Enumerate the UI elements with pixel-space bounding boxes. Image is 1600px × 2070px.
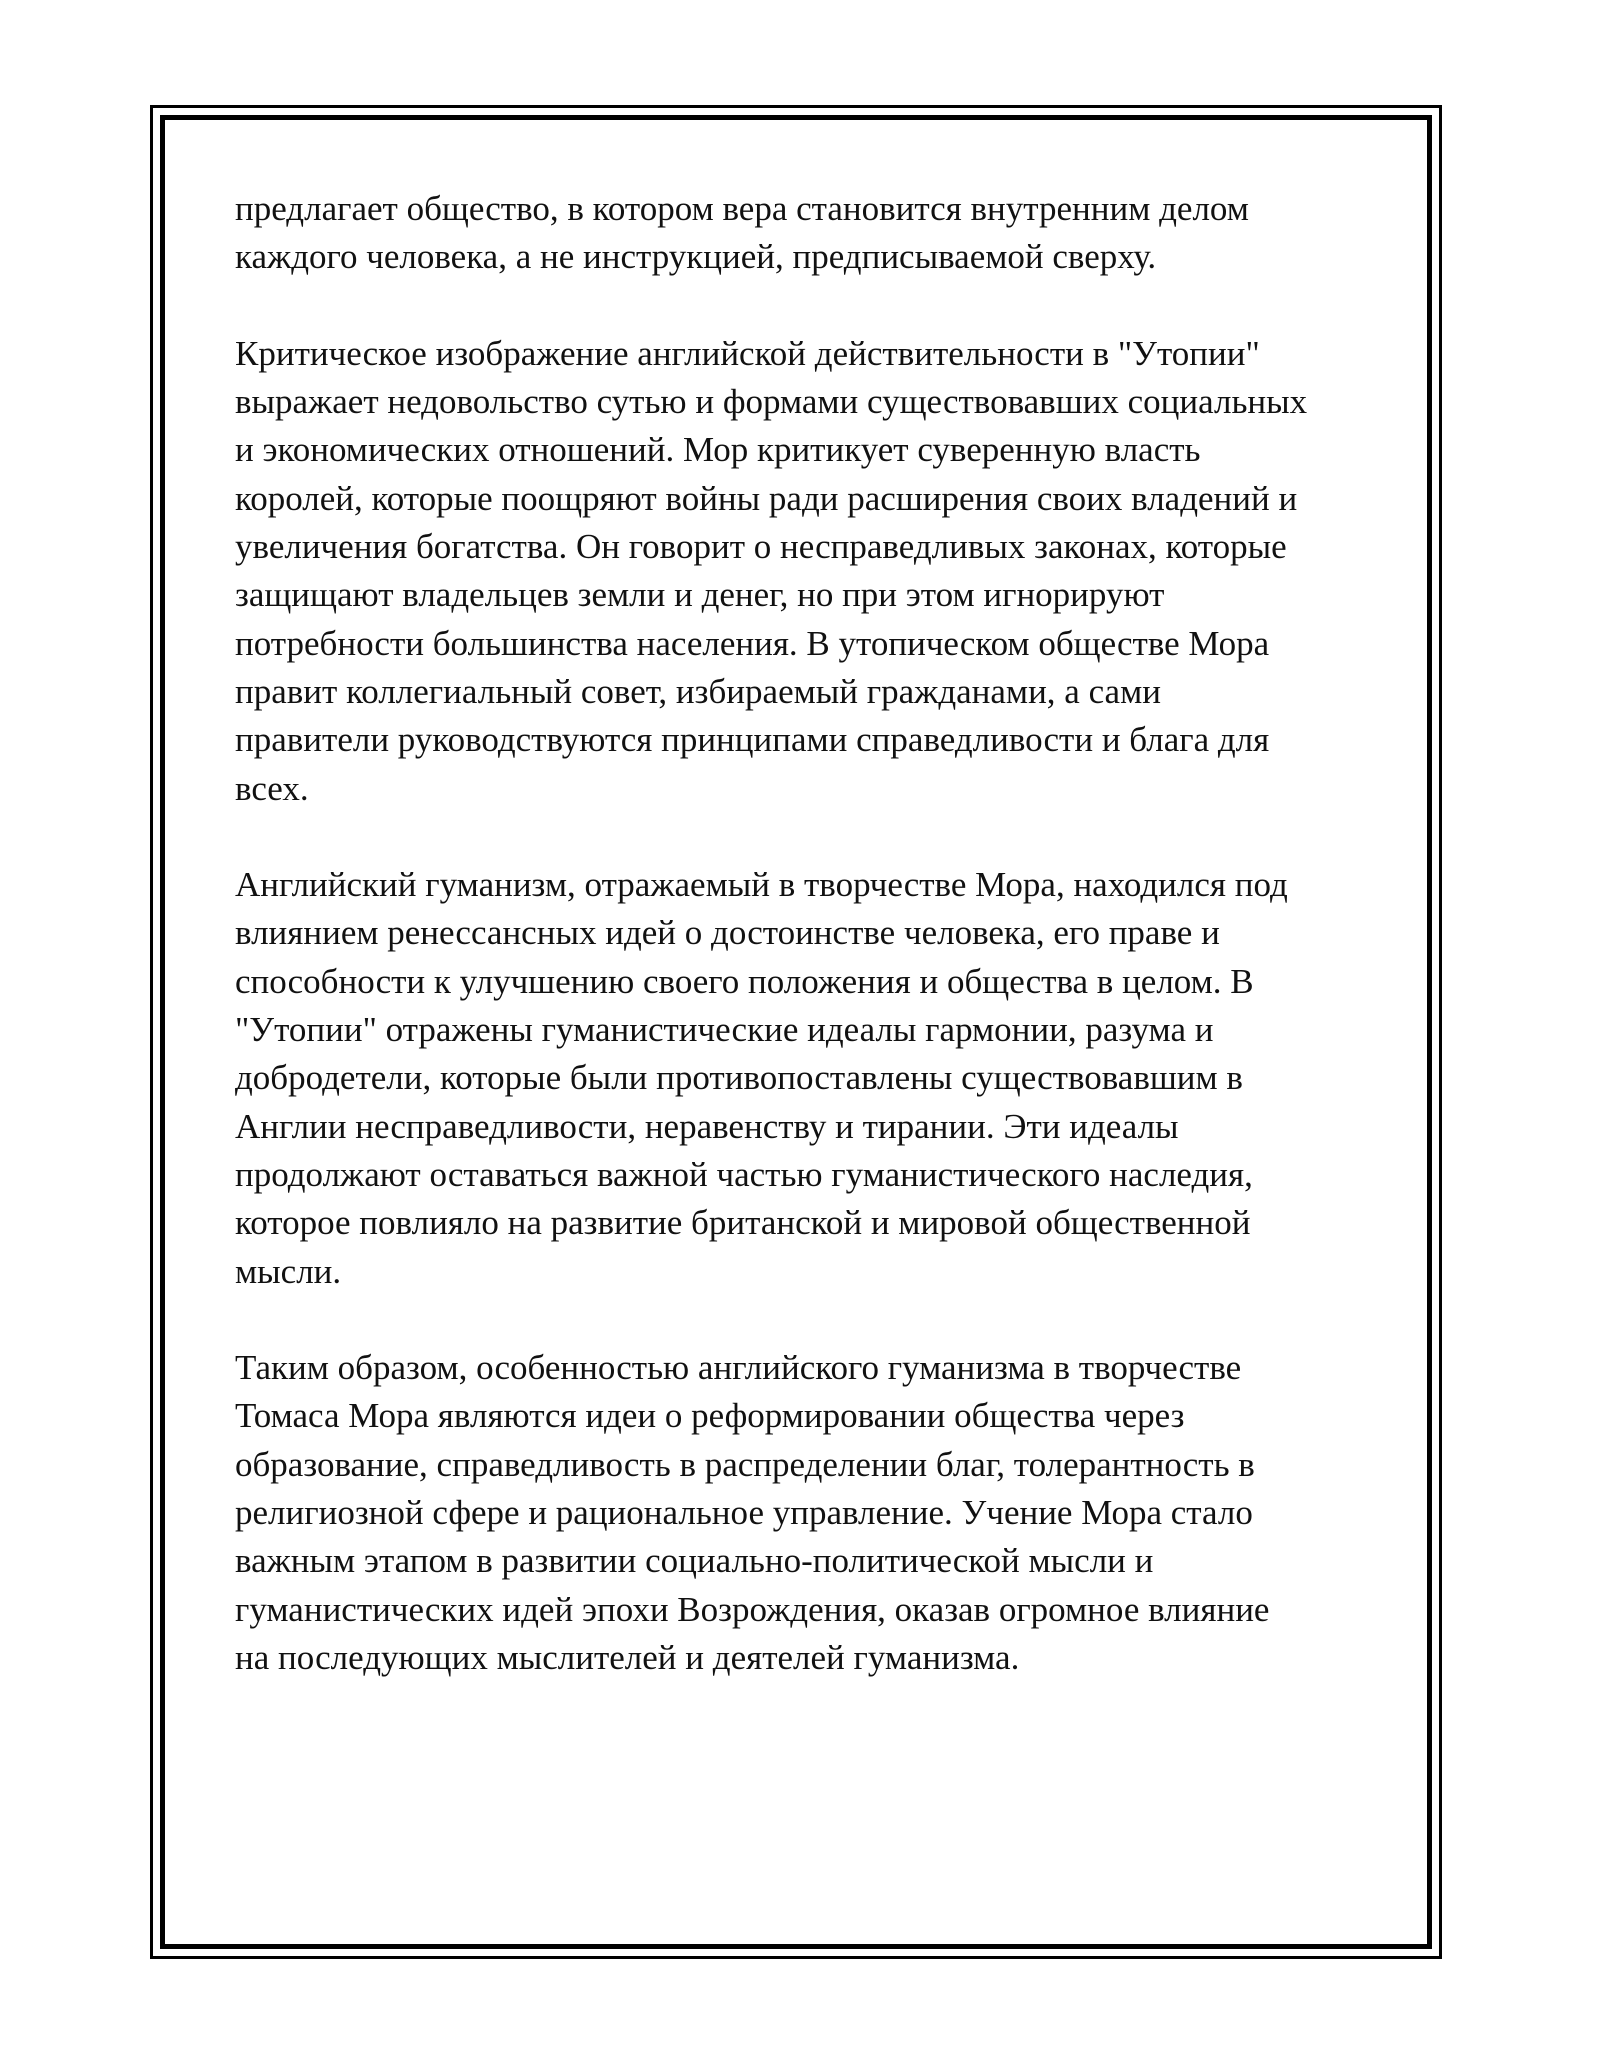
paragraph: Таким образом, особенностью английского гуманизма в творчестве Томаса Мора являются идеи о реформировании общества через образование, справедливость в распределении благ, толерантность в религиозной сфере и рациональное управление. Учение Мора стало важным этапом в развитии социально-политической мысли и гуманистических идей эпохи Возрождения, оказав огромное влияние на последующих мыслителей и деятелей гуманизма.: [235, 1348, 1270, 1677]
paragraph: Критическое изображение английской действительности в "Утопии" выражает недовольство сутью и формами существовавших социальных и экономических отношений. Мор критикует суверенную власть королей, которые поощряют войны ради расширения своих владений и увеличения богатства. Он говорит о несправедливых законах, которые защищают владельцев земли и денег, но при этом игнорируют потребности большинства населения. В утопическом обществе Мора правит коллегиальный совет, избираемый гражданами, а сами правители руководствуются принципами справедливости и блага для всех.: [235, 333, 1308, 808]
paragraph: Английский гуманизм, отражаемый в творчестве Мора, находился под влиянием ренессансных идей о достоинстве человека, его праве и способности к улучшению своего положения и общества в целом. В "Утопии" отражены гуманистические идеалы гармонии, разума и добродетели, которые были противопоставлены существовавшим в Англии несправедливости, неравенству и тирании. Эти идеалы продолжают оставаться важной частью гуманистического наследия, которое повлияло на развитие британской и мировой общественной мысли.: [235, 865, 1288, 1291]
paragraph: предлагает общество, в котором вера становится внутренним делом каждого человека, а не инструкцией, предписываемой сверху.: [235, 189, 1249, 277]
document-body: [235, 185, 1365, 1731]
